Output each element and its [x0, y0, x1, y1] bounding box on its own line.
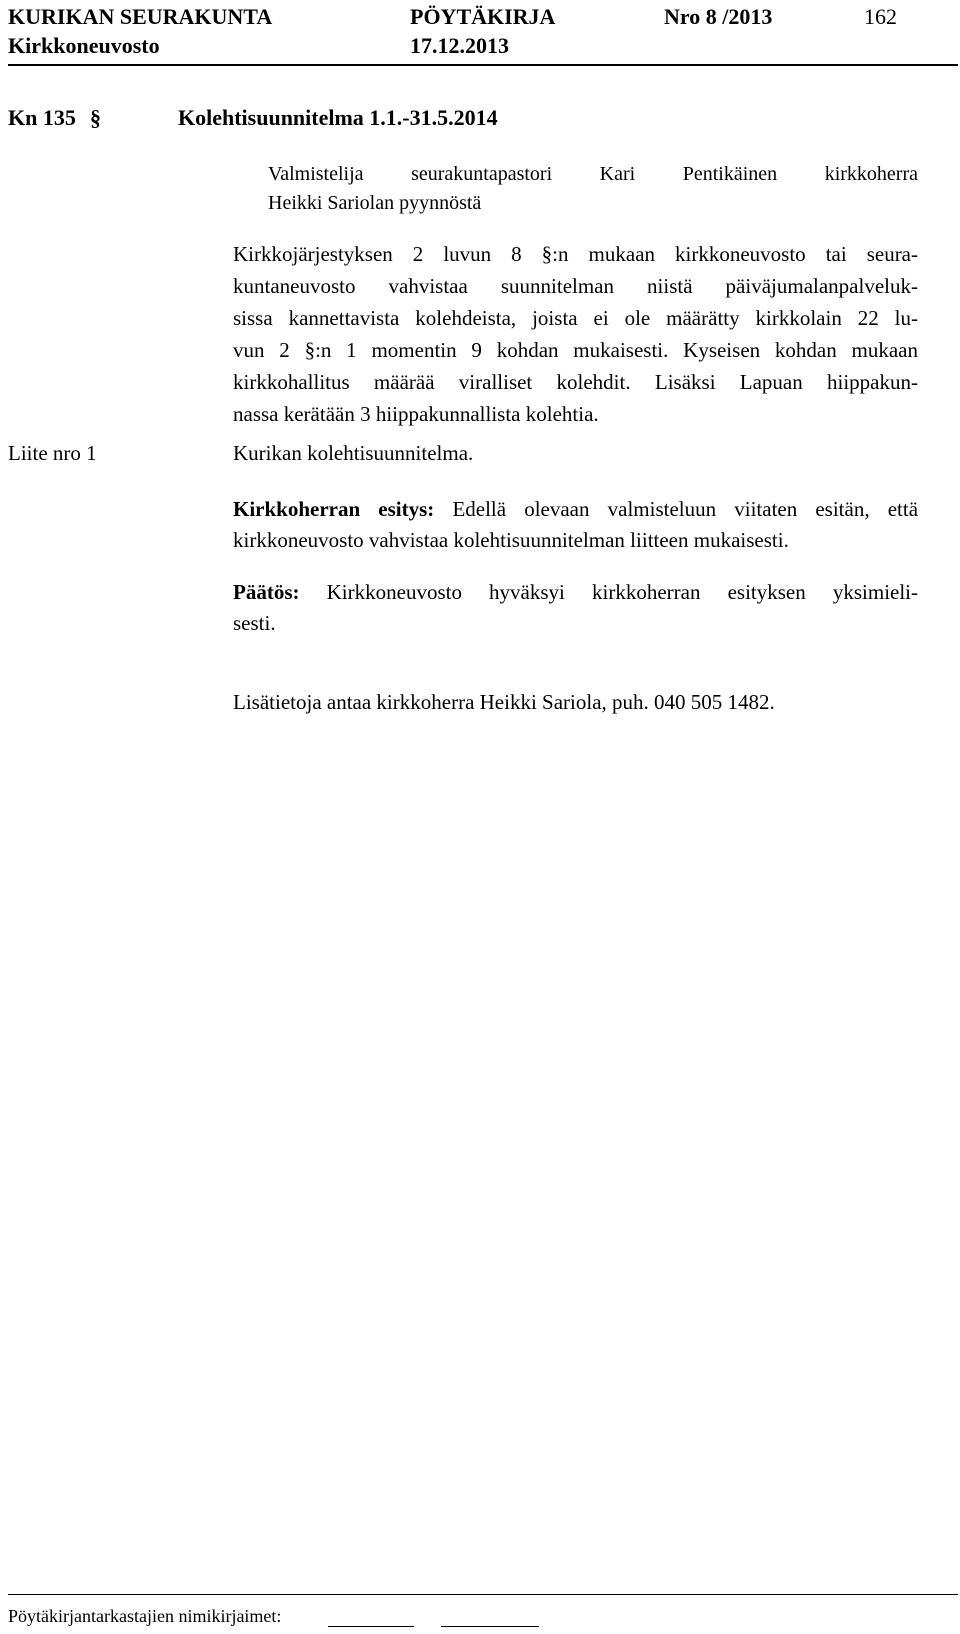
paragraph-line: kuntaneuvosto vahvistaa suunnitelman niistä päiväjumalanpalveluk- — [233, 274, 918, 298]
main-paragraph — [233, 238, 918, 430]
paragraph-line: sissa kannettavista kolehdeista, joista ei ole määrätty kirkkolain 22 lu- — [233, 306, 918, 330]
section-symbol: § — [90, 105, 101, 130]
header-date: 17.12.2013 — [410, 33, 509, 58]
paragraph-line: kirkkohallitus määrää viralliset kolehdit. Lisäksi Lapuan hiippakun- — [233, 370, 918, 394]
signature-line-2 — [441, 1626, 539, 1627]
signature-line-1 — [328, 1626, 414, 1627]
header-number: Nro 8 /2013 — [664, 4, 773, 29]
decision-line-2: sesti. — [233, 611, 276, 635]
proposal-label: Kirkkoherran esitys: — [233, 497, 435, 521]
header-organization: KURIKAN SEURAKUNTA — [8, 4, 273, 29]
section-number: Kn 135 — [8, 105, 76, 130]
preparer-line-1: Valmistelija seurakuntapastori Kari Pentikäinen kirkkoherra — [268, 163, 918, 185]
paragraph-line: Kirkkojärjestyksen 2 luvun 8 §:n mukaan kirkkoneuvosto tai seura- — [233, 242, 918, 266]
preparer-line-2: Heikki Sariolan pyynnöstä — [268, 192, 482, 214]
header-rule — [8, 64, 958, 66]
paragraph-line: nassa kerätään 3 hiippakunnallista kolehtia. — [233, 402, 599, 426]
proposal-line-1 — [233, 493, 918, 525]
paragraph-line: vun 2 §:n 1 momentin 9 kohdan mukaisesti. Kyseisen kohdan mukaan — [233, 338, 918, 362]
footer-rule — [8, 1594, 958, 1595]
attachment-text: Kurikan kolehtisuunnitelma. — [233, 441, 474, 465]
header-body: Kirkkoneuvosto — [8, 33, 160, 58]
proposal-line-2: kirkkoneuvosto vahvistaa kolehtisuunnitelman liitteen mukaisesti. — [233, 528, 789, 552]
attachment-label: Liite nro 1 — [8, 441, 97, 465]
decision-line-1 — [233, 576, 918, 608]
decision-label: Päätös: — [233, 580, 300, 604]
info-line: Lisätietoja antaa kirkkoherra Heikki Sariola, puh. 040 505 1482. — [233, 690, 775, 714]
proposal-text: Edellä olevaan valmisteluun viitaten esitän, että — [452, 497, 919, 521]
decision-text: Kirkkoneuvosto hyväksyi kirkkoherran esityksen yksimieli- — [326, 580, 919, 604]
header-doc-type: PÖYTÄKIRJA — [410, 4, 556, 29]
header-page-number: 162 — [864, 4, 897, 29]
footer-label: Pöytäkirjantarkastajien nimikirjaimet: — [8, 1606, 282, 1626]
section-title: Kolehtisuunnitelma 1.1.-31.5.2014 — [178, 105, 498, 130]
